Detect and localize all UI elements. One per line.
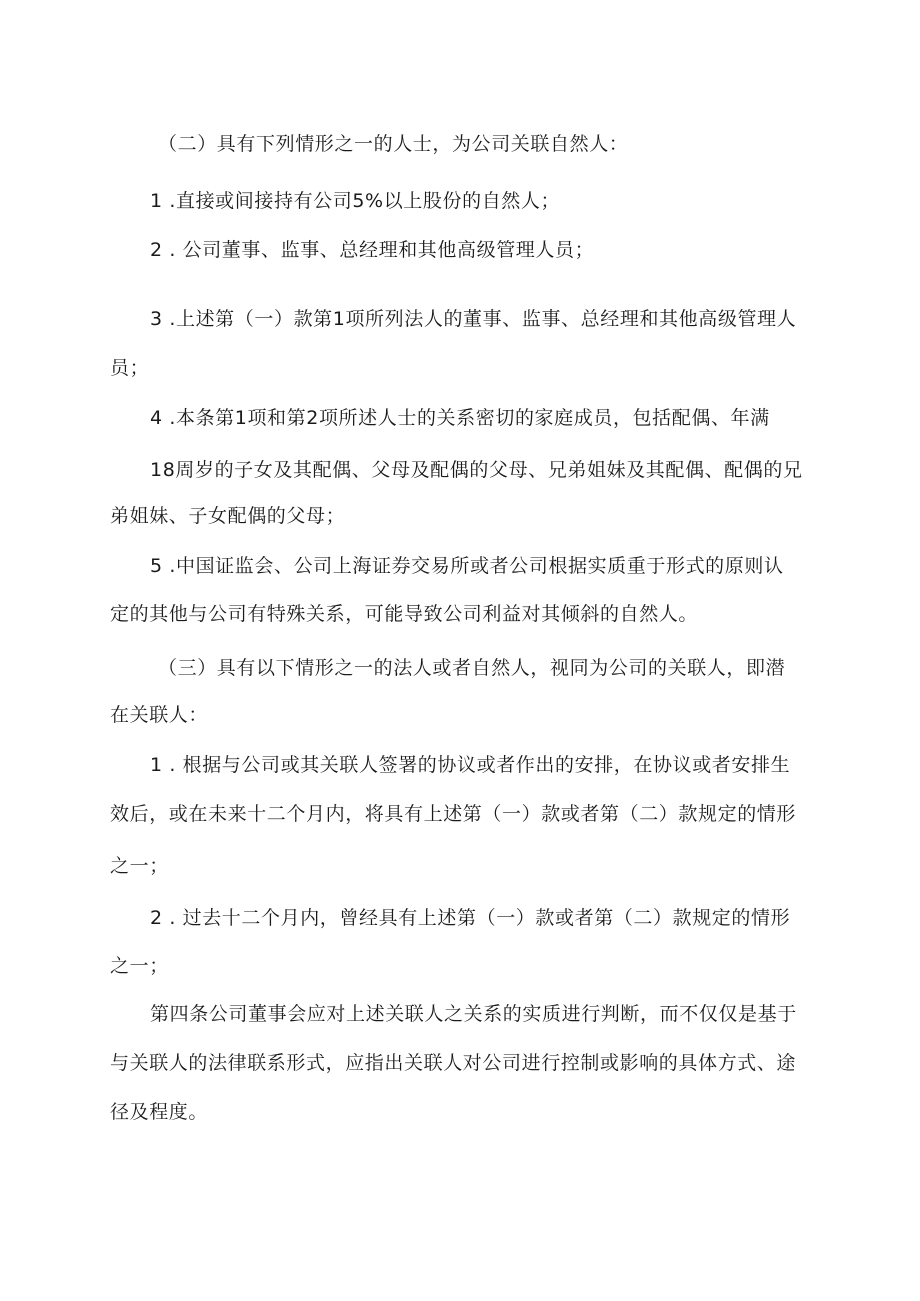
text-line: 2 . 公司董事、监事、总经理和其他高级管理人员；: [150, 239, 595, 261]
text-line: 之一；: [110, 855, 169, 877]
text-line: 第四条公司董事会应对上述关联人之关系的实质进行判断，而不仅仅是基于: [150, 1003, 797, 1025]
text-line: 效后，或在未来十二个月内，将具有上述第（一）款或者第（二）款规定的情形: [110, 803, 797, 825]
text-line: 径及程度。: [110, 1101, 209, 1123]
text-line: 之一；: [110, 955, 169, 977]
text-line: 在关联人：: [110, 704, 209, 726]
text-line: 员；: [110, 357, 150, 379]
text-line: （二）具有下列情形之一的人士，为公司关联自然人：: [158, 133, 629, 155]
text-line: （三）具有以下情形之一的法人或者自然人，视同为公司的关联人，即潜: [158, 657, 786, 679]
text-line: 1 .直接或间接持有公司5%以上股份的自然人；: [150, 190, 561, 212]
text-line: 弟姐妹、子女配偶的父母；: [110, 505, 346, 527]
text-line: 2 . 过去十二个月内，曾经具有上述第（一）款或者第（二）款规定的情形: [150, 907, 791, 929]
text-line: 18周岁的子女及其配偶、父母及配偶的父母、兄弟姐妹及其配偶、配偶的兄: [150, 459, 803, 481]
text-line: 4 .本条第1项和第2项所述人士的关系密切的家庭成员，包括配偶、年满: [150, 407, 770, 429]
text-line: 3 .上述第（一）款第1项所列法人的董事、监事、总经理和其他高级管理人: [150, 308, 797, 330]
text-line: 1 . 根据与公司或其关联人签署的协议或者作出的安排，在协议或者安排生: [150, 754, 791, 776]
text-line: 5 .中国证监会、公司上海证券交易所或者公司根据实质重于形式的原则认: [150, 555, 784, 577]
text-line: 与关联人的法律联系形式，应指出关联人对公司进行控制或影响的具体方式、途: [110, 1052, 797, 1074]
text-line: 定的其他与公司有特殊关系，可能导致公司利益对其倾斜的自然人。: [110, 603, 699, 625]
